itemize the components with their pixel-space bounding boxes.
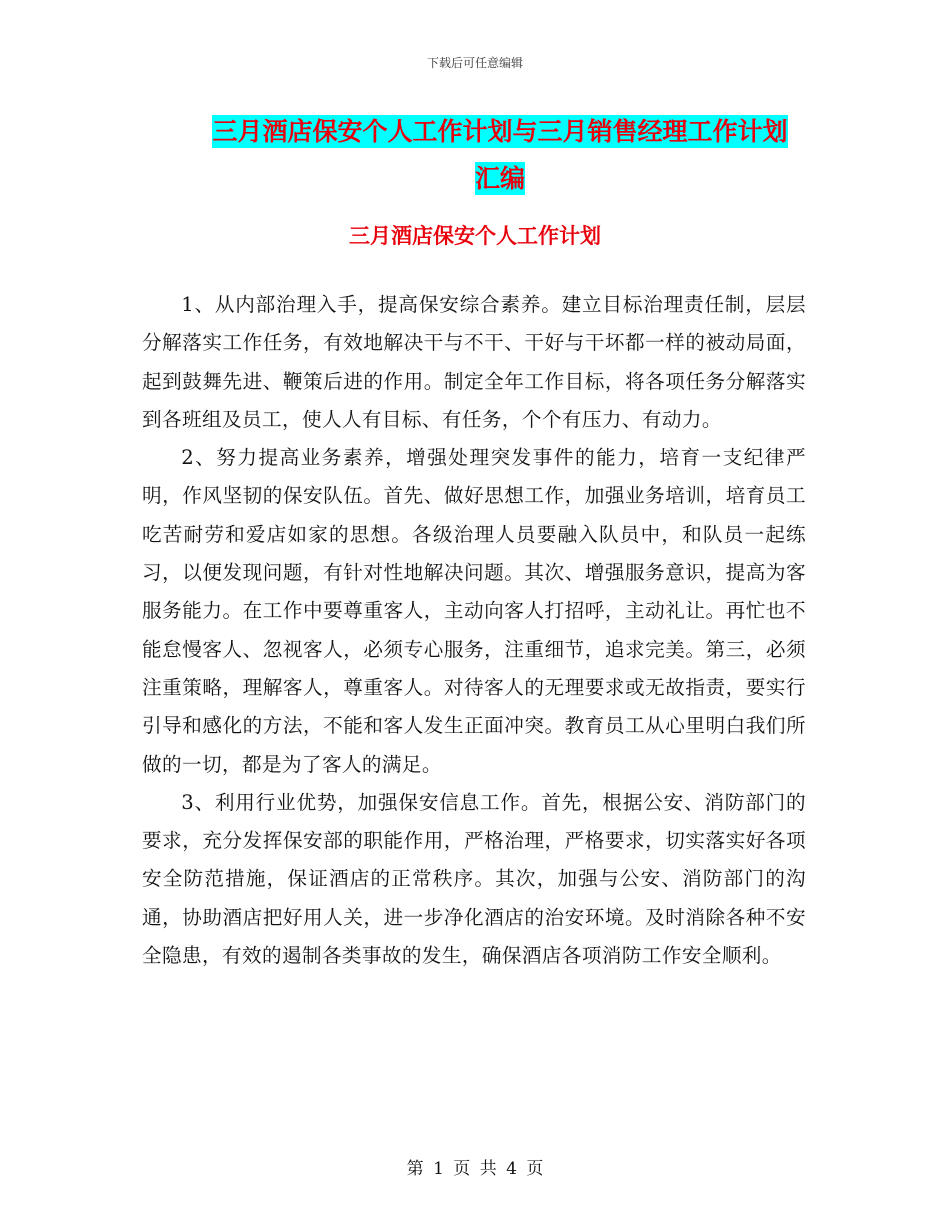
- document-title: [190, 108, 810, 202]
- paragraph-1: 1、从内部治理入手，提高保安综合素养。建立目标治理责任制，层层分解落实工作任务，有效地解决干与不干、干好与干坏都一样的被动局面，起到鼓舞先进、鞭策后进的作用。制定全年工作目标，将各项任务分解落实到各班组及员工，使人人有目标、有任务，个个有压力、有动力。: [142, 293, 806, 431]
- page-header: 下载后可任意编辑: [426, 56, 523, 70]
- body-text: [142, 286, 806, 975]
- document-title-line-1: 三月酒店保安个人工作计划与三月销售经理工作计划: [212, 117, 788, 146]
- page-footer: 第 1 页 共 4 页: [406, 1159, 544, 1179]
- document-title-line-2: 汇编: [474, 164, 525, 193]
- paragraph-2: 2、努力提高业务素养，增强处理突发事件的能力，培育一支纪律严明，作风坚韧的保安队伍。首先、做好思想工作，加强业务培训，培育员工吃苦耐劳和爱店如家的思想。各级治理人员要融入队员中，和队员一起练习，以便发现问题，有针对性地解决问题。其次、增强服务意识，提高为客服务能力。在工作中要尊重客人，主动向客人打招呼，主动礼让。再忙也不能怠慢客人、忽视客人，必须专心服务，注重细节，追求完美。第三，必须注重策略，理解客人，尊重客人。对待客人的无理要求或无故指责，要实行引导和感化的方法，不能和客人发生正面冲突。教育员工从心里明白我们所做的一切，都是为了客人的满足。: [142, 446, 806, 776]
- section-title: 三月酒店保安个人工作计划: [349, 224, 601, 248]
- paragraph-3: 3、利用行业优势，加强保安信息工作。首先，根据公安、消防部门的要求，充分发挥保安部的职能作用，严格治理，严格要求，切实落实好各项安全防范措施，保证酒店的正常秩序。其次，加强与公安、消防部门的沟通，协助酒店把好用人关，进一步净化酒店的治安环境。及时消除各种不安全隐患，有效的遏制各类事故的发生，确保酒店各项消防工作安全顺利。: [142, 790, 806, 968]
